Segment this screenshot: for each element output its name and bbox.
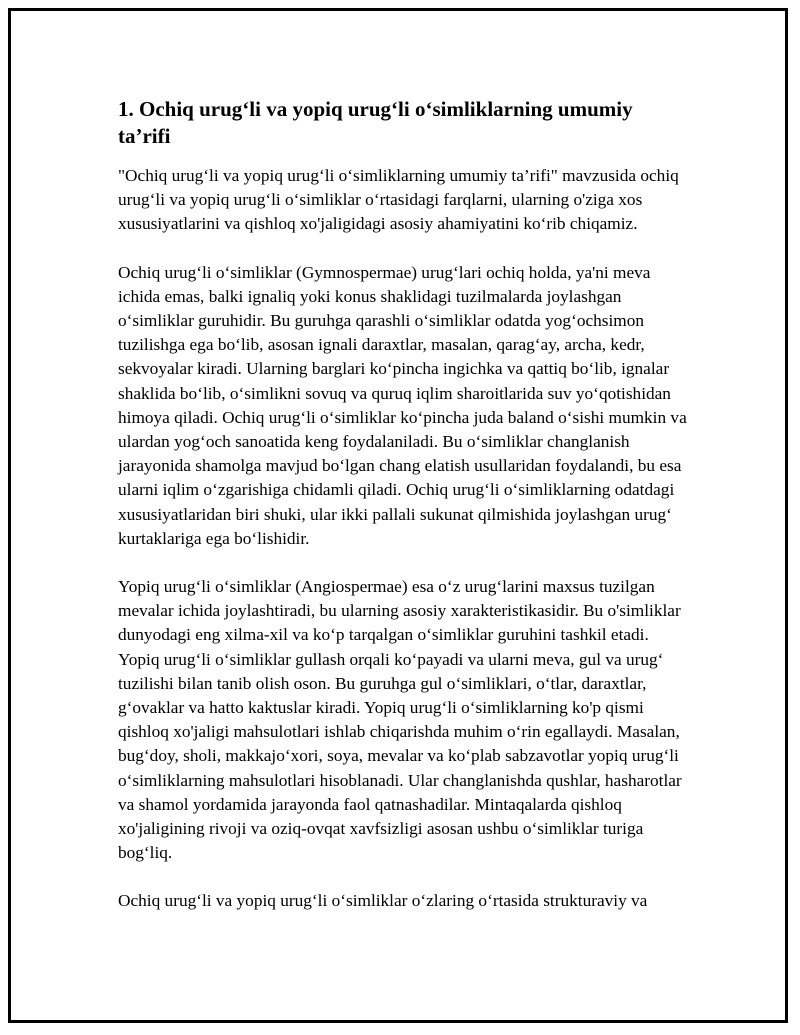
document-body [118,96,688,938]
paragraph-intro: "Ochiq urug‘li va yopiq urug‘li o‘simliklarning umumiy ta’rifi" mavzusida ochiq urug‘li va yopiq urug‘li o‘simliklar o‘rtasidagi farqlarni, ularning o'ziga xos xususiyatlarini va qishloq xo'jaligidagi asosiy ahamiyatini ko‘rib chiqamiz. [118,166,679,234]
section-heading: 1. Ochiq urug‘li va yopiq urug‘li o‘simliklarning umumiy ta’rifi [118,97,633,148]
paragraph-angiosperms: Yopiq urug‘li o‘simliklar (Angiospermae) esa o‘z urug‘larini maxsus tuzilgan mevalar ichida joylashtiradi, bu ularning asosiy xarakteristikasidir. Bu o'simliklar dunyodagi eng xilma-xil va ko‘p tarqalgan o‘simliklar guruhini tashkil etadi. Yopiq urug‘li o‘simliklar gullash orqali ko‘payadi va ularni meva, gul va urug‘ tuzilishi bilan tanib olish oson. Bu guruhga gul o‘simliklari, o‘tlar, daraxtlar, g‘ovaklar va hatto kaktuslar kiradi. Yopiq urug‘li o‘simliklarning ko'p qismi qishloq xo'jaligi mahsulotlari ishlab chiqarishda muhim o‘rin egallaydi. Masalan, bug‘doy, sholi, makkajo‘xori, soya, mevalar va ko‘plab sabzavotlar yopiq urug‘li o‘simliklarning mahsulotlari hisoblanadi. Ular changlanishda qushlar, hasharotlar va shamol yordamida jarayonda faol qatnashadilar. Mintaqalarda qishloq xo'jaligining rivoji va oziq-ovqat xavfsizligi asosan ushbu o‘simliklar turiga bog‘liq. [118,577,682,863]
paragraph-comparison: Ochiq urug‘li va yopiq urug‘li o‘simliklar o‘zlaring o‘rtasida strukturaviy va [118,891,648,911]
paragraph-gymnosperms: Ochiq urug‘li o‘simliklar (Gymnospermae) urug‘lari ochiq holda, ya'ni meva ichida emas, balki ignaliq yoki konus shaklidagi tuzilmalarda joylashgan o‘simliklar guruhidir. Bu guruhga qarashli o‘simliklar odatda yog‘ochsimon tuzilishga ega bo‘lib, asosan ignali daraxtlar, masalan, qarag‘ay, archa, kedr, sekvoyalar kiradi. Ularning barglari ko‘pincha ingichka va qattiq bo‘lib, ignalar shaklida bo‘lib, o‘simlikni sovuq va quruq iqlim sharoitlarida suv yo‘qotishidan himoya qiladi. Ochiq urug‘li o‘simliklar ko‘pincha juda baland o‘sishi mumkin va ulardan yog‘och sanoatida keng foydalaniladi. Bu o‘simliklar changlanish jarayonida shamolga mavjud bo‘lgan chang elatish usullaridan foydalandi, bu esa ularni iqlim o‘zgarishiga chidamli qiladi. Ochiq urug‘li o‘simliklarning odatdagi xususiyatlaridan biri shuki, ular ikki pallali sukunat qilmishida joylashgan urug‘ kurtaklariga ega bo‘lishidir. [118,262,687,548]
